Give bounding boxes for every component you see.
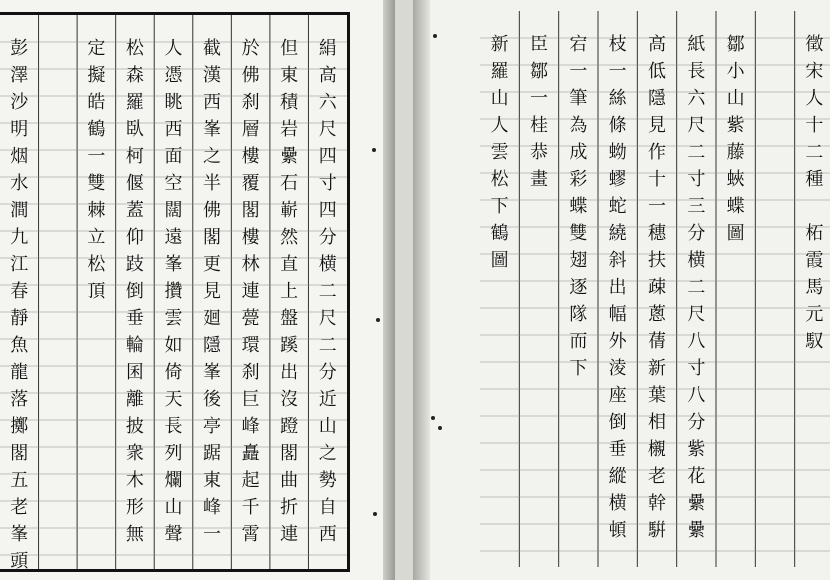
column-character: 筆	[569, 88, 588, 109]
right_page-column	[677, 11, 716, 544]
column-character: 偃	[125, 173, 144, 194]
column-character: 刹	[241, 362, 260, 383]
column-character: 沒	[280, 389, 299, 410]
column-character: 二	[805, 142, 824, 163]
column-character: 雲	[490, 142, 509, 163]
column-character: 倒	[608, 412, 627, 433]
column-character: 騈	[647, 520, 666, 541]
column-character: 披	[125, 416, 144, 437]
left_page-column	[193, 15, 232, 548]
column-character: 廻	[203, 308, 222, 329]
column-character: 岩	[280, 119, 299, 140]
column-character: 紫	[687, 439, 706, 460]
column-character: 分	[318, 227, 337, 248]
column-character: 纍	[687, 493, 706, 514]
column-character: 人	[490, 115, 509, 136]
left_page-column	[116, 15, 155, 548]
column-character: 佛	[203, 200, 222, 221]
column-character: 新	[647, 358, 666, 379]
column-character: 下	[569, 358, 588, 379]
right_page-column	[755, 11, 794, 31]
column-character: 纍	[280, 146, 299, 167]
right_page-column	[598, 11, 637, 544]
column-character: 層	[241, 119, 260, 140]
column-character: 霄	[241, 524, 260, 545]
binding-hole	[438, 426, 442, 430]
column-character: 柘	[805, 223, 824, 244]
column-character: 魚	[10, 335, 29, 356]
left_page-column	[77, 15, 116, 305]
column-character: 徵	[805, 34, 824, 55]
column-character: 座	[608, 385, 627, 406]
column-character: 隊	[569, 304, 588, 325]
column-character: 蛺	[726, 169, 745, 190]
column-character: 天	[164, 389, 183, 410]
column-character: 頂	[87, 281, 106, 302]
column-character: 江	[10, 254, 29, 275]
column-character: 松	[490, 169, 509, 190]
column-character: 閣	[241, 200, 260, 221]
column-character: 寸	[687, 358, 706, 379]
column-character: 櫬	[647, 439, 666, 460]
column-character: 長	[687, 61, 706, 82]
gutter-shadow-right	[413, 0, 430, 580]
column-character: 穗	[647, 223, 666, 244]
column-character: 矗	[241, 443, 260, 464]
column-character: 樓	[241, 227, 260, 248]
column-character: 龍	[10, 362, 29, 383]
column-character: 幹	[647, 493, 666, 514]
column-character: 幅	[608, 304, 627, 325]
column-character: 小	[726, 61, 745, 82]
right_page-column	[519, 11, 558, 193]
column-character: 圖	[490, 250, 509, 271]
column-character: 羅	[125, 92, 144, 113]
book-gutter	[395, 0, 413, 580]
column-character: 寸	[687, 169, 706, 190]
column-character: 佛	[241, 65, 260, 86]
column-character: 東	[203, 470, 222, 491]
binding-hole	[431, 416, 435, 420]
column-character: 嶄	[280, 200, 299, 221]
column-character: 閣	[203, 227, 222, 248]
column-character: 元	[805, 304, 824, 325]
column-character: 成	[569, 142, 588, 163]
column-character: 絹	[318, 38, 337, 59]
column-character: 六	[687, 88, 706, 109]
column-character: 憑	[164, 65, 183, 86]
column-character: 沙	[10, 92, 29, 113]
column-character: 馬	[805, 277, 824, 298]
column-character: 森	[125, 65, 144, 86]
column-character: 之	[203, 146, 222, 167]
column-character: 甍	[241, 308, 260, 329]
column-character: 起	[241, 470, 260, 491]
column-character: 直	[280, 254, 299, 275]
column-character: 靜	[10, 308, 29, 329]
column-character: 而	[569, 331, 588, 352]
column-character: 蛇	[608, 196, 627, 217]
column-character: 環	[241, 335, 260, 356]
right_page-column	[480, 11, 519, 274]
column-character: 枝	[608, 34, 627, 55]
column-character: 松	[125, 38, 144, 59]
column-character: 扶	[647, 250, 666, 271]
column-character: 葉	[647, 385, 666, 406]
column-character: 尺	[318, 119, 337, 140]
column-character: 覆	[241, 173, 260, 194]
column-character: 山	[164, 497, 183, 518]
column-character: 攢	[164, 281, 183, 302]
column-character: 見	[203, 281, 222, 302]
column-character: 跂	[125, 254, 144, 275]
column-character: 聲	[164, 524, 183, 545]
column-character: 臣	[529, 34, 548, 55]
column-character: 頭	[10, 551, 29, 572]
column-character: 閣	[280, 443, 299, 464]
column-character: 於	[241, 38, 260, 59]
column-character: 後	[203, 389, 222, 410]
column-character: 無	[125, 524, 144, 545]
column-character: 鄒	[726, 34, 745, 55]
left_page-column	[308, 15, 347, 548]
column-character: 作	[647, 142, 666, 163]
column-character: 定	[87, 38, 106, 59]
column-character: 更	[203, 254, 222, 275]
column-character: 亭	[203, 416, 222, 437]
column-character: 山	[726, 88, 745, 109]
column-character: 六	[318, 92, 337, 113]
column-character: 八	[687, 385, 706, 406]
column-character: 五	[10, 470, 29, 491]
column-character: 絲	[608, 88, 627, 109]
column-character: 尺	[687, 115, 706, 136]
column-character: 蟉	[608, 169, 627, 190]
column-character: 積	[280, 92, 299, 113]
column-character: 斜	[608, 250, 627, 271]
column-character: 連	[280, 524, 299, 545]
column-character: 臥	[125, 119, 144, 140]
column-character: 盤	[280, 308, 299, 329]
column-character: 垂	[125, 308, 144, 329]
left_page-column	[154, 15, 193, 548]
column-character: 雲	[164, 308, 183, 329]
column-character: 蔥	[647, 304, 666, 325]
left_page-column	[39, 15, 78, 35]
column-character: 峰	[241, 416, 260, 437]
left_page-column	[231, 15, 270, 548]
column-character: 紫	[726, 115, 745, 136]
column-character: 仰	[125, 227, 144, 248]
column-character: 林	[241, 254, 260, 275]
column-character: 之	[318, 443, 337, 464]
gutter-shadow-left	[383, 0, 395, 580]
column-character: 眺	[164, 92, 183, 113]
column-character: 面	[164, 146, 183, 167]
binding-hole	[376, 318, 380, 322]
column-character: 蓋	[125, 200, 144, 221]
column-character: 垂	[608, 439, 627, 460]
column-character: 出	[280, 362, 299, 383]
column-character: 截	[203, 38, 222, 59]
column-character: 峯	[203, 362, 222, 383]
column-character: 峯	[164, 254, 183, 275]
column-character: 雙	[87, 173, 106, 194]
column-character: 山	[318, 416, 337, 437]
left_page-column	[270, 15, 309, 548]
left-page	[0, 0, 383, 580]
column-character: 十	[647, 169, 666, 190]
column-character: 見	[647, 115, 666, 136]
column-character: 倒	[125, 281, 144, 302]
column-character: 半	[203, 173, 222, 194]
column-character: 蹬	[280, 416, 299, 437]
column-character: 折	[280, 497, 299, 518]
column-character: 倚	[164, 362, 183, 383]
column-character: 藤	[726, 142, 745, 163]
column-character: 彩	[569, 169, 588, 190]
column-character: 澤	[10, 65, 29, 86]
right-page	[430, 0, 830, 580]
column-character: 鶴	[490, 223, 509, 244]
column-character: 羅	[490, 61, 509, 82]
column-character: 松	[87, 254, 106, 275]
column-character: 踞	[203, 443, 222, 464]
column-character: 立	[87, 227, 106, 248]
column-character: 囷	[125, 362, 144, 383]
column-character: 紙	[687, 34, 706, 55]
column-character: 蚴	[608, 142, 627, 163]
column-character: 人	[164, 38, 183, 59]
column-character: 連	[241, 281, 260, 302]
column-character: 纍	[687, 520, 706, 541]
column-character: 蝶	[726, 196, 745, 217]
column-character: 横	[608, 493, 627, 514]
column-character: 閣	[10, 443, 29, 464]
column-character: 自	[318, 497, 337, 518]
column-character: 近	[318, 389, 337, 410]
column-character: 馭	[805, 331, 824, 352]
column-character: 鶴	[87, 119, 106, 140]
binding-hole	[433, 34, 437, 38]
column-character: 新	[490, 34, 509, 55]
column-character: 尺	[687, 304, 706, 325]
column-character: 隱	[647, 88, 666, 109]
binding-hole	[372, 148, 376, 152]
column-character: 峰	[203, 497, 222, 518]
column-character: 空	[164, 173, 183, 194]
column-character: 翅	[569, 250, 588, 271]
column-character: 高	[318, 65, 337, 86]
column-character: 八	[687, 331, 706, 352]
column-character: 二	[318, 335, 337, 356]
column-character: 為	[569, 115, 588, 136]
column-character: 九	[10, 227, 29, 248]
column-character: 漢	[203, 65, 222, 86]
column-character: 四	[318, 200, 337, 221]
column-character: 桂	[529, 115, 548, 136]
column-character: 勢	[318, 470, 337, 491]
column-character: 棘	[87, 200, 106, 221]
right_page-column	[637, 11, 676, 544]
column-character: 四	[318, 146, 337, 167]
column-character: 澗	[10, 200, 29, 221]
column-character: 春	[10, 281, 29, 302]
column-character: 闊	[164, 200, 183, 221]
column-character: 蹊	[280, 335, 299, 356]
column-character: 曲	[280, 470, 299, 491]
column-character: 一	[203, 524, 222, 545]
column-character: 二	[687, 142, 706, 163]
column-character: 蒨	[647, 331, 666, 352]
column-character: 遠	[164, 227, 183, 248]
column-character: 圖	[726, 223, 745, 244]
column-character: 鄒	[529, 61, 548, 82]
column-character: 霞	[805, 250, 824, 271]
column-character: 一	[87, 146, 106, 167]
column-character: 相	[647, 412, 666, 433]
column-character: 分	[687, 223, 706, 244]
column-character: 如	[164, 335, 183, 356]
column-character: 水	[10, 173, 29, 194]
column-character: 烟	[10, 146, 29, 167]
column-character: 恭	[529, 142, 548, 163]
column-character: 尺	[318, 308, 337, 329]
column-character: 畫	[529, 169, 548, 190]
column-character: 但	[280, 38, 299, 59]
column-character: 老	[10, 497, 29, 518]
column-character: 外	[608, 331, 627, 352]
column-character: 蝶	[569, 196, 588, 217]
column-character: 彭	[10, 38, 29, 59]
column-character: 頓	[608, 520, 627, 541]
column-character: 明	[10, 119, 29, 140]
column-character: 雙	[569, 223, 588, 244]
column-character: 分	[318, 362, 337, 383]
column-character: 上	[280, 281, 299, 302]
column-character: 石	[280, 173, 299, 194]
column-character: 人	[805, 88, 824, 109]
column-character: 列	[164, 443, 183, 464]
column-character: 縱	[608, 466, 627, 487]
column-character: 皓	[87, 92, 106, 113]
column-character: 西	[164, 119, 183, 140]
column-character: 花	[687, 466, 706, 487]
column-character: 種	[805, 169, 824, 190]
right_page-column	[716, 11, 755, 247]
column-character: 疎	[647, 277, 666, 298]
column-character: 十	[805, 115, 824, 136]
column-character: 逐	[569, 277, 588, 298]
column-character: 擬	[87, 65, 106, 86]
column-character: 二	[687, 277, 706, 298]
column-character: 刹	[241, 92, 260, 113]
column-character: 分	[687, 412, 706, 433]
column-character: 擲	[10, 416, 29, 437]
column-character: 條	[608, 115, 627, 136]
right_page-column	[795, 11, 830, 355]
column-character: 長	[164, 416, 183, 437]
column-character: 低	[647, 61, 666, 82]
column-character: 宋	[805, 61, 824, 82]
column-character: 三	[687, 196, 706, 217]
binding-hole	[373, 512, 377, 516]
column-character: 峯	[203, 119, 222, 140]
left_page-column	[0, 15, 39, 575]
column-character: 巨	[241, 389, 260, 410]
column-character: 西	[203, 92, 222, 113]
column-character: 高	[647, 34, 666, 55]
column-character: 然	[280, 227, 299, 248]
column-character: 淩	[608, 358, 627, 379]
column-character: 東	[280, 65, 299, 86]
column-character: 西	[318, 524, 337, 545]
column-character: 山	[490, 88, 509, 109]
column-character: 繞	[608, 223, 627, 244]
column-character: 出	[608, 277, 627, 298]
column-character: 峯	[10, 524, 29, 545]
column-character: 落	[10, 389, 29, 410]
column-character: 千	[241, 497, 260, 518]
column-character: 横	[687, 250, 706, 271]
column-character: 下	[490, 196, 509, 217]
column-character: 一	[529, 88, 548, 109]
column-character: 一	[569, 61, 588, 82]
column-character: 一	[608, 61, 627, 82]
column-character: 樓	[241, 146, 260, 167]
column-character: 衆	[125, 443, 144, 464]
column-character: 柯	[125, 146, 144, 167]
column-character: 宕	[569, 34, 588, 55]
column-character: 輪	[125, 335, 144, 356]
column-character: 爛	[164, 470, 183, 491]
column-character: 一	[647, 196, 666, 217]
column-character: 寸	[318, 173, 337, 194]
column-character: 横	[318, 254, 337, 275]
column-character: 二	[318, 281, 337, 302]
right_page-column	[559, 11, 598, 382]
column-character: 形	[125, 497, 144, 518]
column-character: 老	[647, 466, 666, 487]
column-character: 離	[125, 389, 144, 410]
column-character: 隱	[203, 335, 222, 356]
column-character: 木	[125, 470, 144, 491]
